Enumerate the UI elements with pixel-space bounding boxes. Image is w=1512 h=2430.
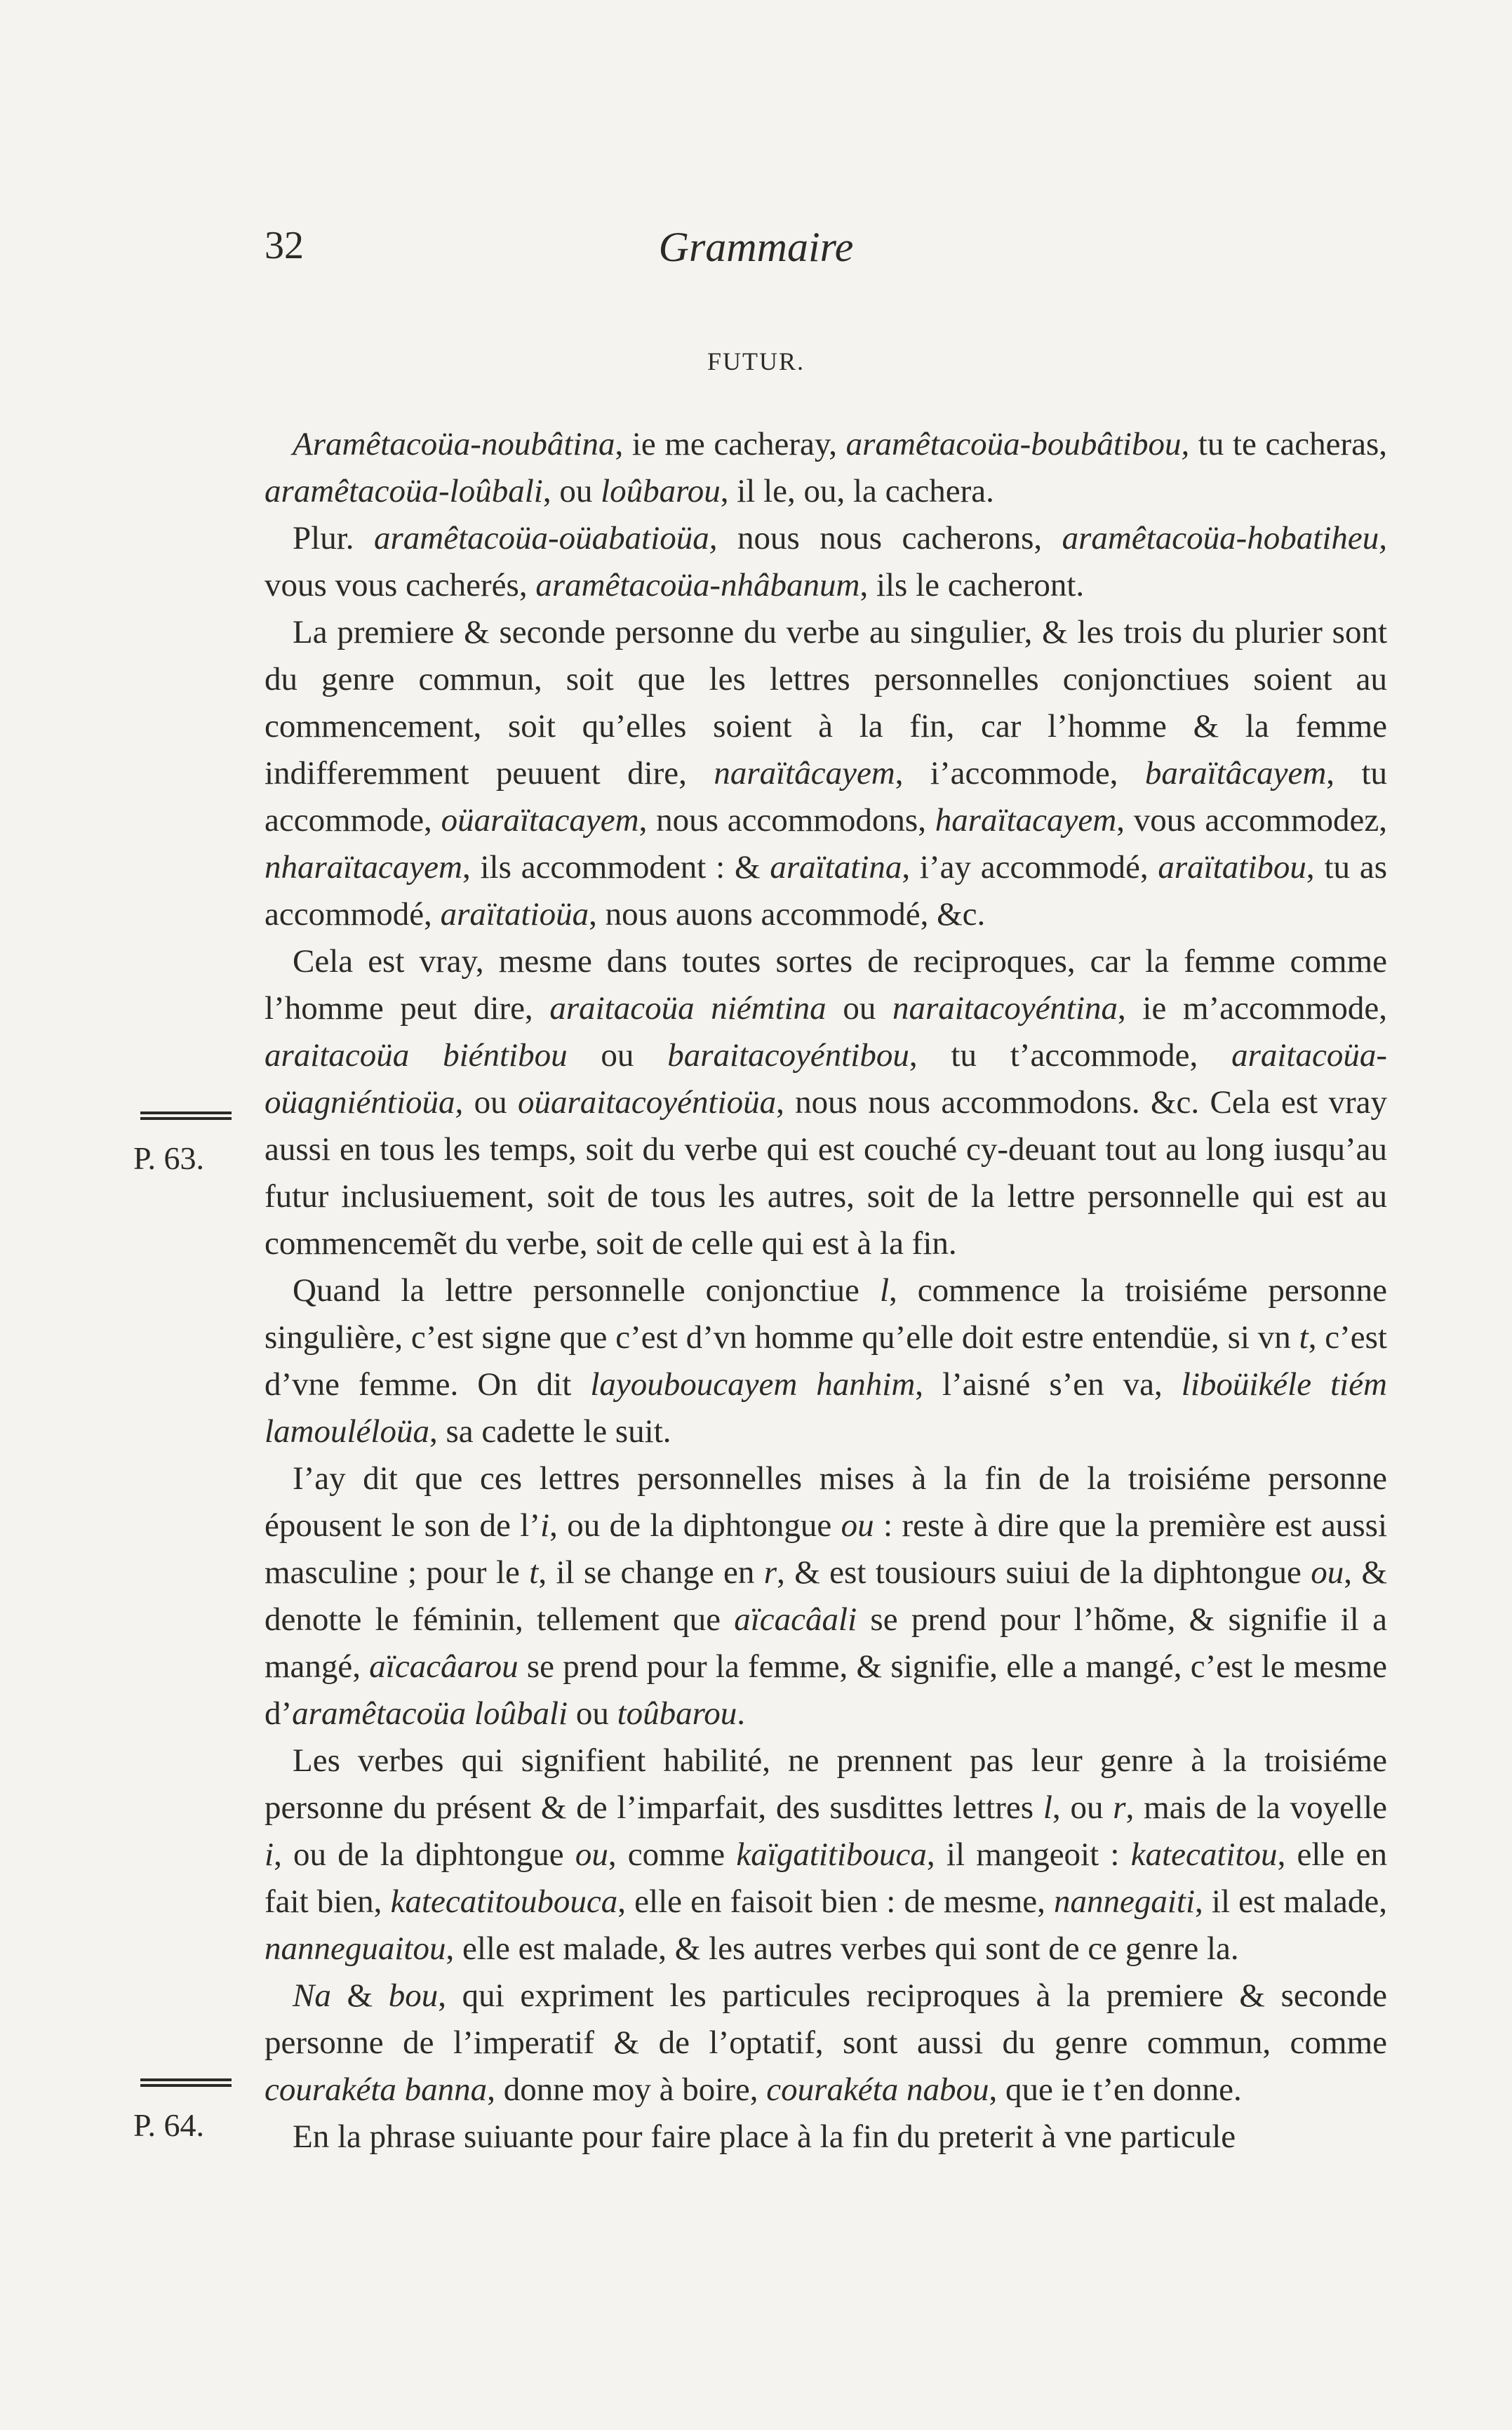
text-run: se prend pour la femme, & signifie, elle a mangé, c’est le mesme d’ bbox=[265, 1648, 1387, 1732]
text-run: , l’aisné s’en va, bbox=[915, 1366, 1182, 1403]
text-run: , & denotte le féminin, tellement que bbox=[265, 1554, 1388, 1638]
italic-term: i bbox=[265, 1836, 274, 1873]
italic-term: nanneguaitou bbox=[265, 1930, 446, 1967]
italic-term: aramêtacoüa-loûbali bbox=[265, 473, 543, 509]
text-run: . bbox=[737, 1695, 745, 1732]
text-run: , elle est malade, & les autres verbes qui sont de ce genre la. bbox=[446, 1930, 1239, 1967]
paragraph bbox=[265, 2114, 1387, 2161]
italic-term: baraïtâcayem bbox=[1144, 755, 1327, 792]
text-run: I’ay dit que ces lettres personnelles mises à la fin de la troisiéme personne épousent le son de l’ bbox=[265, 1460, 1387, 1544]
italic-term: i bbox=[540, 1507, 550, 1544]
paragraph bbox=[265, 1972, 1387, 2114]
text-run: , i’ay accommodé, bbox=[902, 849, 1158, 886]
text-run: En la phrase suiuante pour faire place à la fin du preterit à vne particule bbox=[293, 2118, 1236, 2155]
italic-term: naraitacoyéntina bbox=[892, 990, 1118, 1027]
italic-term: nharaïtacayem bbox=[265, 849, 462, 886]
italic-term: haraïtacayem bbox=[935, 802, 1117, 839]
italic-term: Na bbox=[293, 1977, 331, 2014]
text-run: vous vous cacherés, bbox=[265, 567, 536, 603]
text-run: , elle en faisoit bien : de mesme, bbox=[617, 1883, 1054, 1920]
italic-term: araitacoüa biéntibou bbox=[265, 1037, 568, 1074]
italic-term: kaïgatitibouca bbox=[736, 1836, 927, 1873]
paragraph bbox=[265, 515, 1387, 609]
italic-term: aramêtacoüa-oüabatioüa, bbox=[373, 520, 718, 556]
text-run: , il est malade, bbox=[1195, 1883, 1387, 1920]
text-run: , tu t’accommode, bbox=[909, 1037, 1232, 1074]
margin-rule bbox=[140, 2078, 232, 2087]
italic-term: layouboucayem hanhim bbox=[590, 1366, 916, 1403]
italic-term: courakéta nabou bbox=[766, 2071, 989, 2108]
italic-term: katecatitoubouca bbox=[390, 1883, 618, 1920]
text-run: , ie m’accommode, bbox=[1118, 990, 1387, 1027]
text-run: , ou bbox=[542, 473, 601, 509]
text-run: , ils accommodent : & bbox=[462, 849, 770, 886]
text-run: , elle en fait bien, bbox=[265, 1836, 1388, 1920]
text-run: ou bbox=[463, 1084, 518, 1121]
italic-term: r bbox=[763, 1554, 777, 1591]
text-run: , donne moy à boire, bbox=[487, 2071, 767, 2108]
italic-term: baraitacoyéntibou bbox=[667, 1037, 909, 1074]
italic-term: aïcacâali bbox=[734, 1601, 857, 1638]
italic-term: bou bbox=[388, 1977, 439, 2014]
paragraph bbox=[265, 1267, 1387, 1455]
paragraph bbox=[265, 421, 1387, 515]
paragraph bbox=[265, 609, 1387, 938]
italic-term: courakéta banna bbox=[265, 2071, 488, 2108]
italic-term: araïtatioüa bbox=[440, 896, 589, 933]
italic-term: l bbox=[1043, 1789, 1052, 1826]
text-run: ou bbox=[826, 990, 892, 1027]
text-run: Cela est vray, mesme dans toutes sortes de reciproques, car la femme comme l’homme peut dire, bbox=[265, 943, 1387, 1027]
italic-term: aïcacâarou bbox=[369, 1648, 519, 1685]
italic-term: r bbox=[1113, 1789, 1126, 1826]
text-run: , ou bbox=[1052, 1789, 1113, 1826]
body-text bbox=[265, 421, 1387, 2161]
text-run: La premiere & seconde personne du verbe au singulier, & les trois du plurier sont du genre commun, soit que les lettres personnelles conjonctiues soient au commencement, soit qu’elles soient à la fin, car l’homme & la femme indifferemment peuuent dire, bbox=[265, 614, 1387, 792]
italic-term: nannegaiti bbox=[1054, 1883, 1196, 1920]
paragraph bbox=[265, 1737, 1387, 1972]
text-run: , qui expriment les particules reciproques à la premiere & seconde personne de l’imperatif & de l’optatif, sont aussi du genre commun, comme bbox=[265, 1977, 1387, 2061]
italic-term: toûbarou bbox=[617, 1695, 737, 1732]
italic-term: ou bbox=[575, 1836, 608, 1873]
italic-term: ou bbox=[1311, 1554, 1344, 1591]
text-run: se prend pour l’hõme, & signifie il a mangé, bbox=[265, 1601, 1387, 1685]
running-title: Grammaire bbox=[658, 224, 854, 270]
text-run: , c’est d’vne femme. On dit bbox=[265, 1319, 1387, 1403]
text-run: , nous nous accommodons. &c. Cela est vray aussi en tous les temps, soit du verbe qui est couché cy-deuant tout au long iusqu’au futur inclusiuement, soit de tous les autres, soit de la lettre personnelle qui est au commencemẽt du verbe, soit de celle qui est à la fin. bbox=[265, 1084, 1388, 1262]
text-run: tu te cacheras, bbox=[1189, 426, 1387, 462]
italic-term: loûbarou bbox=[601, 473, 721, 509]
text-run: , ils le cacheront. bbox=[859, 567, 1085, 603]
italic-term: l bbox=[879, 1272, 889, 1309]
text-run: , ie me cacheray, bbox=[615, 426, 846, 462]
italic-term: naraïtâcayem bbox=[714, 755, 895, 792]
text-run: , tu as accommodé, bbox=[265, 849, 1387, 933]
italic-term: ou bbox=[841, 1507, 874, 1544]
text-run: , sa cadette le suit. bbox=[429, 1413, 671, 1450]
margin-ref-label: P. 64. bbox=[133, 2107, 204, 2143]
text-run: Plur. bbox=[293, 520, 374, 556]
page-header bbox=[0, 223, 1512, 279]
text-run: , ou de la diphtongue bbox=[549, 1507, 841, 1544]
text-run: Quand la lettre personnelle conjonctiue bbox=[293, 1272, 880, 1309]
italic-term: t bbox=[529, 1554, 539, 1591]
italic-term: oüaraïtacayem bbox=[441, 802, 639, 839]
italic-term: araïtatina bbox=[770, 849, 902, 886]
italic-term: araitacoüa-oüagniéntioüa, bbox=[265, 1037, 1387, 1121]
italic-term: aramêtacoüa-nhâbanum bbox=[535, 567, 860, 603]
text-run: , il le, ou, la cachera. bbox=[720, 473, 994, 509]
text-run: , mais de la voyelle bbox=[1125, 1789, 1388, 1826]
text-run: , il se change en bbox=[538, 1554, 764, 1591]
text-run: & bbox=[330, 1977, 389, 2014]
text-run: , nous auons accommodé, &c. bbox=[589, 896, 986, 933]
text-run: , que ie t’en donne. bbox=[989, 2071, 1242, 2108]
text-run: , & est tousiours suiui de la diphtongue bbox=[777, 1554, 1311, 1591]
italic-term: araïtatibou bbox=[1158, 849, 1306, 886]
text-run: nous nous cacherons, bbox=[717, 520, 1062, 556]
text-run: , vous accommodez, bbox=[1116, 802, 1388, 839]
text-run: , i’accommode, bbox=[895, 755, 1145, 792]
italic-term: Aramêtacoüa-noubâtina bbox=[293, 426, 615, 462]
section-heading: FUTUR. bbox=[707, 347, 805, 375]
text-run: ou bbox=[567, 1037, 668, 1074]
margin-rule bbox=[140, 1111, 232, 1120]
paragraph bbox=[265, 938, 1387, 1267]
italic-term: aramêtacoüa loûbali bbox=[292, 1695, 568, 1732]
page-number: 32 bbox=[265, 224, 304, 267]
margin-ref-label: P. 63. bbox=[133, 1140, 204, 1176]
italic-term: aramêtacoüa-boubâtibou, bbox=[845, 426, 1190, 462]
text-run: : reste à dire que la première est aussi masculine ; pour le bbox=[265, 1507, 1388, 1591]
italic-term: aramêtacoüa-hobatiheu, bbox=[1062, 520, 1387, 556]
text-run: , tu accommode, bbox=[265, 755, 1387, 839]
text-run: Les verbes qui signifient habilité, ne prennent pas leur genre à la troisiéme personne du présent & de l’imparfait, des susdittes lettres bbox=[265, 1742, 1387, 1826]
italic-term: oüaraitacoyéntioüa bbox=[517, 1084, 777, 1121]
italic-term: araitacoüa niémtina bbox=[549, 990, 827, 1027]
text-run: , ou de la diphtongue bbox=[274, 1836, 575, 1873]
paragraph bbox=[265, 1455, 1387, 1737]
italic-term: t bbox=[1299, 1319, 1309, 1356]
text-run: , commence la troisiéme personne singulière, c’est signe que c’est d’vn homme qu’elle doit estre entendüe, si vn bbox=[265, 1272, 1387, 1356]
italic-term: katecatitou bbox=[1130, 1836, 1278, 1873]
text-run: , nous accommodons, bbox=[638, 802, 935, 839]
italic-term: liboüikéle tiém lamouléloüa bbox=[265, 1366, 1388, 1450]
text-run: ou bbox=[568, 1695, 617, 1732]
text-run: , comme bbox=[608, 1836, 737, 1873]
text-run: , il mangeoit : bbox=[926, 1836, 1131, 1873]
